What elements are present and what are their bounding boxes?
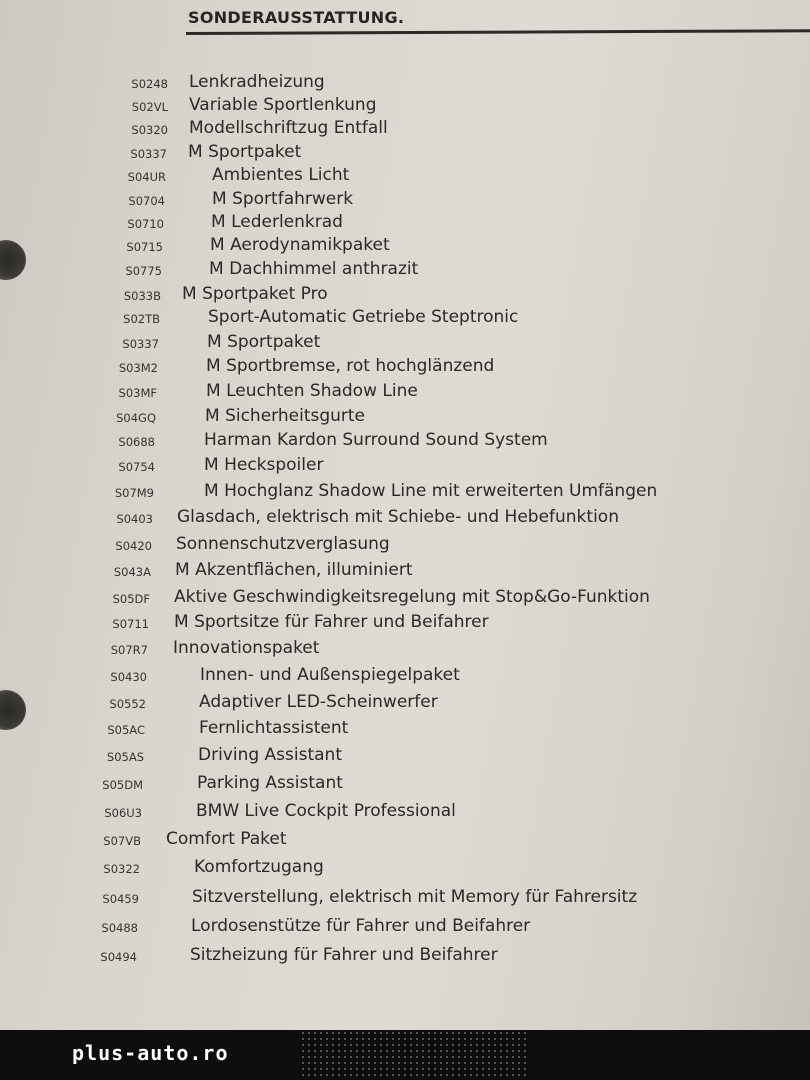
option-code: S0704 bbox=[128, 194, 165, 208]
list-item bbox=[0, 72, 810, 96]
option-code: S0337 bbox=[122, 337, 159, 351]
option-label: M Akzentflächen, illuminiert bbox=[175, 560, 413, 580]
option-code: S07M9 bbox=[114, 486, 154, 500]
option-code: S0420 bbox=[115, 539, 152, 553]
option-label: Modellschriftzug Entfall bbox=[189, 118, 388, 138]
option-code: S0688 bbox=[118, 435, 155, 449]
list-item bbox=[0, 507, 810, 531]
option-code: S0710 bbox=[127, 217, 164, 231]
option-code: S07VB bbox=[103, 834, 141, 848]
option-code: S02VL bbox=[131, 100, 168, 114]
option-label: M Leuchten Shadow Line bbox=[206, 381, 418, 401]
option-code: S06U3 bbox=[104, 806, 142, 820]
list-item bbox=[0, 534, 810, 558]
list-item bbox=[0, 284, 810, 308]
list-item bbox=[0, 745, 810, 769]
option-label: Komfortzugang bbox=[194, 857, 324, 877]
option-label: Parking Assistant bbox=[197, 773, 343, 793]
option-code: S05AC bbox=[107, 723, 145, 737]
option-label: Glasdach, elektrisch mit Schiebe- und Hebefunktion bbox=[177, 507, 619, 527]
option-code: S07R7 bbox=[110, 643, 148, 657]
option-label: M Sportfahrwerk bbox=[212, 189, 354, 209]
option-label: Comfort Paket bbox=[166, 829, 287, 849]
option-code: S0248 bbox=[131, 77, 168, 91]
list-item bbox=[0, 587, 810, 611]
list-item bbox=[0, 773, 810, 797]
list-item bbox=[0, 165, 810, 189]
option-label: Harman Kardon Surround Sound System bbox=[204, 430, 548, 450]
option-code: S0552 bbox=[109, 697, 146, 711]
list-item bbox=[0, 560, 810, 584]
list-item bbox=[0, 692, 810, 716]
option-label: Sonnenschutzverglasung bbox=[176, 534, 390, 554]
list-item bbox=[0, 665, 810, 689]
list-item bbox=[0, 857, 810, 881]
list-item bbox=[0, 307, 810, 331]
list-item bbox=[0, 612, 810, 636]
option-label: Adaptiver LED-Scheinwerfer bbox=[199, 692, 438, 712]
list-item bbox=[0, 829, 810, 853]
list-item bbox=[0, 801, 810, 825]
option-code: S04GQ bbox=[116, 411, 156, 425]
option-label: M Heckspoiler bbox=[204, 455, 324, 475]
option-code: S0430 bbox=[110, 670, 147, 684]
option-label: Ambientes Licht bbox=[212, 165, 350, 185]
option-label: Innovationspaket bbox=[173, 638, 320, 658]
option-label: Lordosenstütze für Fahrer und Beifahrer bbox=[191, 916, 531, 936]
option-code: S033B bbox=[123, 289, 161, 303]
option-label: M Sportbremse, rot hochglänzend bbox=[206, 356, 495, 376]
option-label: Innen- und Außenspiegelpaket bbox=[200, 665, 460, 685]
option-code: S02TB bbox=[123, 312, 160, 326]
option-code: S043A bbox=[113, 565, 151, 579]
option-code: S0320 bbox=[131, 123, 168, 137]
list-item bbox=[0, 406, 810, 430]
list-item bbox=[0, 235, 810, 259]
list-item bbox=[0, 142, 810, 166]
option-label: M Dachhimmel anthrazit bbox=[209, 259, 419, 279]
watermark-dot-pattern bbox=[300, 1030, 530, 1080]
option-label: Variable Sportlenkung bbox=[189, 95, 377, 115]
option-code: S0459 bbox=[102, 892, 139, 906]
option-code: S03M2 bbox=[118, 361, 158, 375]
option-code: S0754 bbox=[118, 460, 155, 474]
list-item bbox=[0, 95, 810, 119]
option-label: M Sicherheitsgurte bbox=[205, 406, 366, 426]
option-code: S0337 bbox=[130, 147, 167, 161]
list-item bbox=[0, 118, 810, 142]
option-label: BMW Live Cockpit Professional bbox=[196, 801, 456, 821]
list-item bbox=[0, 455, 810, 479]
option-label: M Sportsitze für Fahrer und Beifahrer bbox=[174, 612, 489, 632]
option-code: S0403 bbox=[116, 512, 153, 526]
section-heading: SONDERAUSSTATTUNG. bbox=[188, 8, 405, 27]
option-code: S05DF bbox=[112, 592, 150, 606]
option-code: S04UR bbox=[127, 170, 166, 184]
option-label: M Sportpaket bbox=[188, 142, 302, 162]
option-label: Lenkradheizung bbox=[189, 72, 325, 92]
list-item bbox=[0, 356, 810, 380]
option-label: M Sportpaket Pro bbox=[182, 284, 328, 304]
option-code: S0488 bbox=[101, 921, 138, 935]
list-item bbox=[0, 481, 810, 505]
list-item bbox=[0, 945, 810, 969]
option-code: S0715 bbox=[126, 240, 163, 254]
option-code: S0711 bbox=[112, 617, 149, 631]
list-item bbox=[0, 430, 810, 454]
list-item bbox=[0, 887, 810, 911]
list-item bbox=[0, 259, 810, 283]
option-label: Driving Assistant bbox=[198, 745, 343, 765]
heading-rule bbox=[186, 29, 810, 35]
option-label: Sport-Automatic Getriebe Steptronic bbox=[208, 307, 519, 327]
option-code: S0775 bbox=[125, 264, 162, 278]
option-code: S0494 bbox=[100, 950, 137, 964]
list-item bbox=[0, 212, 810, 236]
option-label: M Sportpaket bbox=[207, 332, 321, 352]
option-label: Sitzverstellung, elektrisch mit Memory für Fahrersitz bbox=[192, 887, 638, 907]
option-label: M Hochglanz Shadow Line mit erweiterten Umfängen bbox=[204, 481, 658, 501]
option-code: S05DM bbox=[102, 778, 143, 792]
option-label: Fernlichtassistent bbox=[199, 718, 349, 738]
option-label: M Aerodynamikpaket bbox=[210, 235, 390, 255]
list-item bbox=[0, 332, 810, 356]
list-item bbox=[0, 638, 810, 662]
option-code: S05AS bbox=[106, 750, 144, 764]
option-label: M Lederlenkrad bbox=[211, 212, 343, 232]
option-label: Aktive Geschwindigkeitsregelung mit Stop&Go-Funktion bbox=[174, 587, 650, 607]
list-item bbox=[0, 916, 810, 940]
option-code: S0322 bbox=[103, 862, 140, 876]
option-label: Sitzheizung für Fahrer und Beifahrer bbox=[190, 945, 498, 965]
list-item bbox=[0, 189, 810, 213]
option-code: S03MF bbox=[118, 386, 157, 400]
list-item bbox=[0, 718, 810, 742]
watermark-brand: plus-auto.ro bbox=[72, 1041, 229, 1065]
list-item bbox=[0, 381, 810, 405]
